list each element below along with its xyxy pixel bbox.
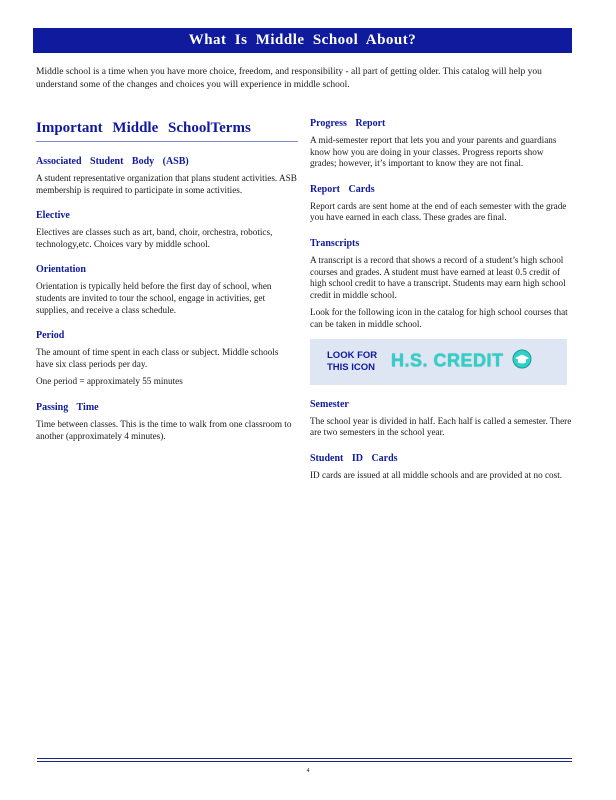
definition-progress-report: A mid-semester report that lets you and your parents and guardians know how you are doing in your classes. Progress reports show grades; however, it’s important to know they are not final. <box>310 135 557 169</box>
footer-rule-top <box>37 758 572 759</box>
look-for-line1: LOOK FOR <box>327 349 378 361</box>
hs-credit-label: H.S. CREDIT <box>391 350 504 371</box>
definition-elective: Electives are classes such as art, band, choir, orchestra, robotics, technology,etc. Choices vary by middle school. <box>36 227 273 249</box>
section-title: Important Middle SchoolTerms <box>36 120 298 142</box>
hs-credit-badge <box>391 349 532 374</box>
hs-credit-callout <box>310 339 567 385</box>
graduation-cap-icon <box>512 349 532 374</box>
term-student-id-cards: Student ID Cards <box>310 452 398 464</box>
definition-period: The amount of time spent in each class or subject. Middle schools have six class periods per day. <box>36 347 279 369</box>
term-asb: Associated Student Body (ASB) <box>36 156 189 167</box>
term-elective: Elective <box>36 210 70 222</box>
definition-passing-time: Time between classes. This is the time to walk from one classroom to another (approximately 4 minutes). <box>36 418 292 441</box>
definition-student-id-cards: ID cards are issued at all middle schools and are provided at no cost. <box>310 469 563 480</box>
intro-paragraph: Middle school is a time when you have more choice, freedom, and responsibility - all part of getting older. This catalog will help you understand some of the changes and choices you will experience in middle school. <box>36 67 542 90</box>
definition-period-note: One period = approximately 55 minutes <box>36 376 183 387</box>
term-semester: Semester <box>310 398 349 410</box>
term-progress-report: Progress Report <box>310 118 386 129</box>
page-number: 4 <box>306 768 310 774</box>
term-transcripts: Transcripts <box>310 237 360 249</box>
left-column <box>36 118 298 448</box>
definition-transcripts-note: Look for the following icon in the catalog for high school courses that can be taken in middle school. <box>310 307 568 329</box>
look-for-line2: THIS ICON <box>327 361 376 373</box>
right-column <box>310 118 572 487</box>
definition-transcripts: A transcript is a record that shows a record of a student’s high school courses and grades. A student must have earned at least 0.5 credit of high school credit to have a transcript. Students may earn high school credit in middle school. <box>310 254 566 300</box>
term-passing-time: Passing Time <box>36 401 99 413</box>
footer-rule-bottom <box>37 761 572 762</box>
definition-report-cards: Report cards are sent home at the end of each semester with the grade you have earned in each class. These grades are final. <box>310 200 567 223</box>
term-period: Period <box>36 330 65 342</box>
term-report-cards: Report Cards <box>310 183 375 195</box>
term-orientation: Orientation <box>36 264 86 276</box>
page-title: What Is Middle School About? <box>188 32 417 48</box>
definition-semester: The school year is divided in half. Each half is called a semester. There are two semesters in the school year. <box>310 415 572 438</box>
look-for-label <box>327 350 385 374</box>
definition-orientation: Orientation is typically held before the first day of school, when students are invited to tour the school, engage in activities, get supplies, and receive a class schedule. <box>36 281 272 315</box>
page-header-bar <box>33 28 572 53</box>
definition-asb: A student representative organization that plans student activities. ASB membership is required to participate in some activities. <box>36 173 297 195</box>
